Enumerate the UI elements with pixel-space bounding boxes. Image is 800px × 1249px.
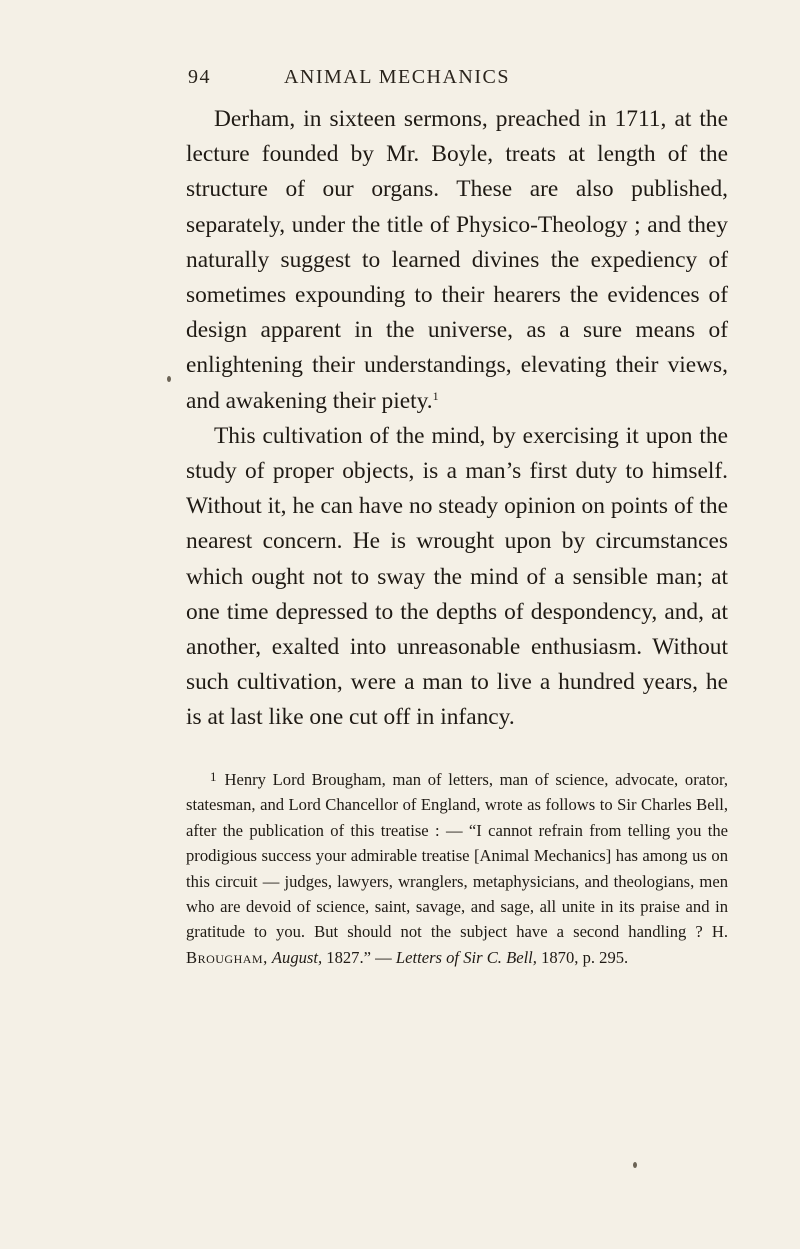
paper-speck — [167, 376, 171, 382]
running-title: ANIMAL MECHANICS — [283, 66, 510, 88]
paragraph-derham — [186, 102, 728, 419]
footnote-year: 1827.” — — [322, 947, 396, 967]
footnote-reference: 1 — [432, 388, 439, 403]
paragraph-derham-text: Derham, in sixteen sermons, preached in 1711, at the lecture founded by Mr. Boyle, treats at length of the structure of our organs. These are also published, separately, under the title of Physico-Theology ; and they naturally suggest to learned divines the expediency of sometimes expounding to their hearers the evidences of design apparent in the universe, as a sure means of enlightening their understandings, elevating their views, and awakening their piety. — [186, 106, 728, 414]
paragraph-cultivation: This cultivation of the mind, by exercising it upon the study of proper objects, is a man’s first duty to himself. Without it, he can have no steady opinion on points of the nearest concern. He is wrought upon by circumstances which ought not to sway the mind of a sensible man; at one time depressed to the depths of despondency, and, at another, exalted into unreasonable enthusiasm. Without such cultivation, were a man to live a hundred years, he is at last like one cut off in infancy. — [186, 422, 728, 731]
footnote-marker: 1 — [210, 769, 217, 784]
footnote-date: August, — [271, 947, 323, 967]
footnote-source-rest: 1870, p. 295. — [536, 947, 629, 967]
page-number: 94 — [188, 66, 211, 88]
footnote-signature: Brougham, — [186, 947, 268, 967]
footnote-1 — [186, 764, 728, 970]
footnote-source-title: Letters of Sir C. Bell, — [395, 947, 537, 967]
running-head — [188, 66, 728, 89]
footnote-text: Henry Lord Brougham, man of letters, man of science, advocate, orator, statesman, and Lord Chancellor of England, wrote as follows to Sir Charles Bell, after the publication of this treatise : — “I cannot refrain from telling you the prodigious success your admirable treatise [Animal Mechanics] has among us on this circuit — judges, lawyers, wranglers, metaphysicians, and theologians, men who are devoid of science, saint, savage, and sage, all unite in its praise and in gratitude to you. But should not the subject have a second handling ? H. — [186, 770, 728, 942]
paper-speck — [633, 1162, 637, 1168]
footnotes — [186, 764, 728, 970]
main-text — [186, 102, 728, 736]
